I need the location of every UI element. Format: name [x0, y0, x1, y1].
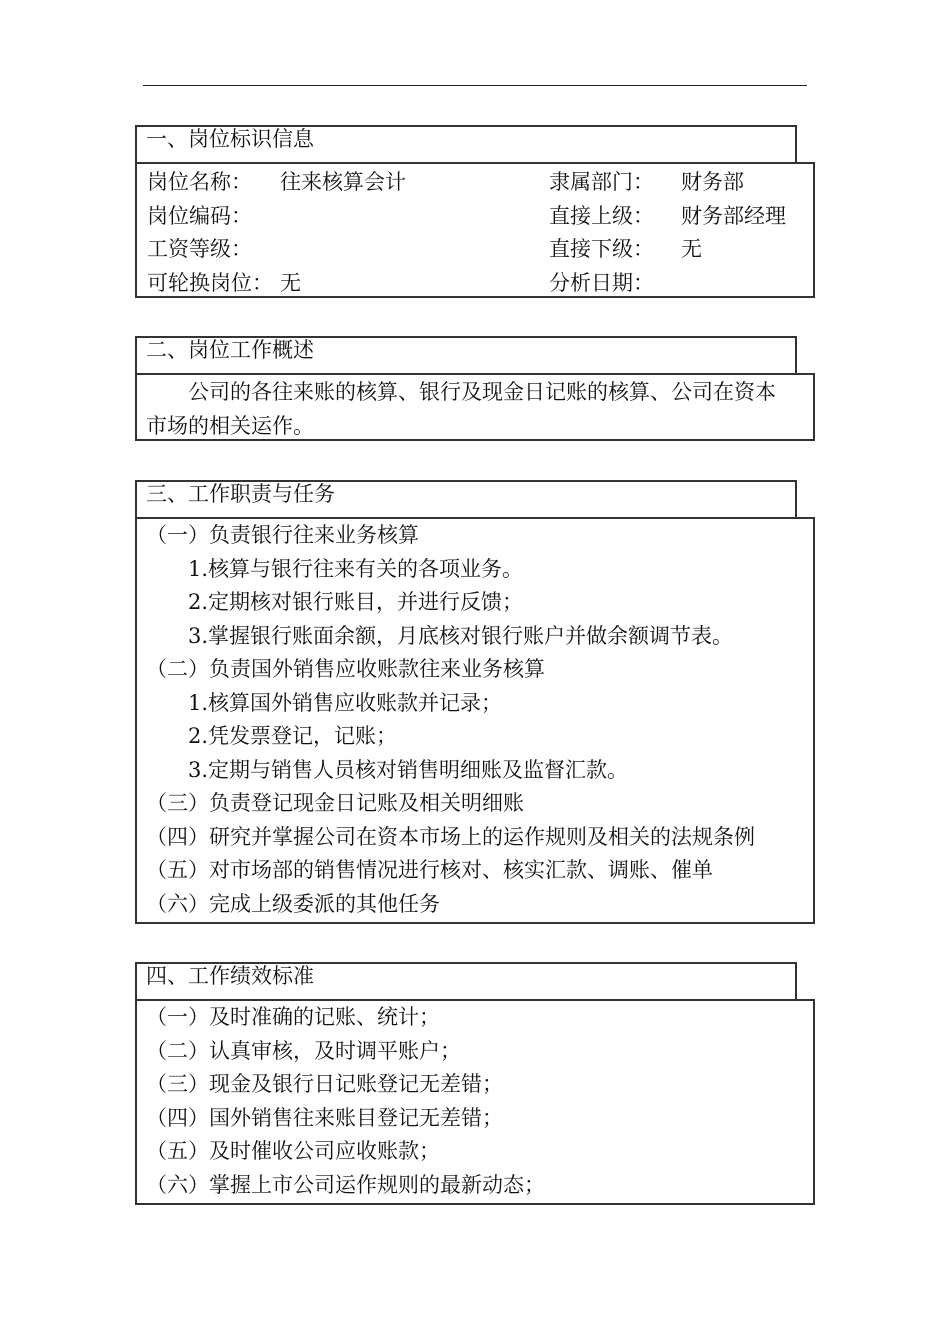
job-name-value: 往来核算会计: [280, 170, 406, 194]
info-row: [147, 166, 813, 200]
dept-value: 财务部: [681, 170, 744, 194]
duties-box: [135, 517, 815, 924]
date-label: 分析日期：: [549, 270, 654, 295]
duty-line: 2.定期核对银行账目，并进行反馈；: [146, 590, 524, 614]
duty-line: 3.定期与销售人员核对销售明细账及监督汇款。: [146, 757, 629, 782]
grade-label: 工资等级：: [147, 237, 252, 261]
duty-line: （四）研究并掌握公司在资本市场上的运作规则及相关的法规条例: [146, 824, 755, 849]
section-1-title: 一、岗位标识信息: [135, 125, 797, 162]
section-job-identification: [135, 125, 815, 298]
dept-label: 隶属部门：: [549, 170, 654, 194]
standard-line: （四）国外销售往来账目登记无差错；: [146, 1105, 503, 1130]
duty-line: 2.凭发票登记，记账；: [146, 724, 398, 748]
info-row: [147, 233, 813, 267]
subordinate-value: 无: [681, 237, 702, 261]
duty-line: （一）负责银行往来业务核算: [146, 523, 419, 547]
standard-line: （二）认真审核，及时调平账户；: [146, 1038, 461, 1063]
rotation-label: 可轮换岗位：: [147, 270, 273, 295]
duty-line: 3.掌握银行账面余额，月底核对银行账户并做余额调节表。: [146, 623, 734, 648]
section-performance-standards: [135, 962, 815, 1205]
standard-line: （六）掌握上市公司运作规则的最新动态；: [146, 1172, 545, 1197]
overview-line: 公司的各往来账的核算、银行及现金日记账的核算、公司在资本: [146, 380, 776, 404]
section-duties: [135, 480, 815, 924]
superior-value: 财务部经理: [681, 203, 786, 228]
standard-line: （一）及时准确的记账、统计；: [146, 1005, 440, 1029]
job-name-label: 岗位名称：: [147, 170, 252, 194]
section-job-overview: [135, 336, 815, 441]
code-label: 岗位编码：: [147, 203, 252, 228]
info-row: [147, 200, 813, 234]
rotation-value: 无: [280, 270, 301, 295]
page-header-rule: [143, 85, 807, 86]
duty-line: （三）负责登记现金日记账及相关明细账: [146, 791, 524, 815]
info-row: [147, 267, 813, 299]
section-3-title: 三、工作职责与任务: [135, 480, 797, 517]
superior-label: 直接上级：: [549, 203, 654, 228]
section-4-title: 四、工作绩效标准: [135, 962, 797, 999]
duty-line: 1.核算国外销售应收账款并记录；: [146, 690, 503, 715]
standards-box: [135, 999, 815, 1205]
overview-line: 市场的相关运作。: [146, 413, 314, 438]
duty-line: （二）负责国外销售应收账款往来业务核算: [146, 657, 545, 681]
subordinate-label: 直接下级：: [549, 237, 654, 261]
duty-line: 1.核算与银行往来有关的各项业务。: [146, 556, 524, 581]
job-info-table: [135, 162, 815, 298]
section-2-title: 二、岗位工作概述: [135, 336, 797, 373]
standard-line: （五）及时催收公司应收账款；: [146, 1139, 440, 1163]
overview-box: [135, 373, 815, 441]
duty-line: （六）完成上级委派的其他任务: [146, 891, 440, 916]
standard-line: （三）现金及银行日记账登记无差错；: [146, 1072, 503, 1096]
duty-line: （五）对市场部的销售情况进行核对、核实汇款、调账、催单: [146, 858, 713, 882]
